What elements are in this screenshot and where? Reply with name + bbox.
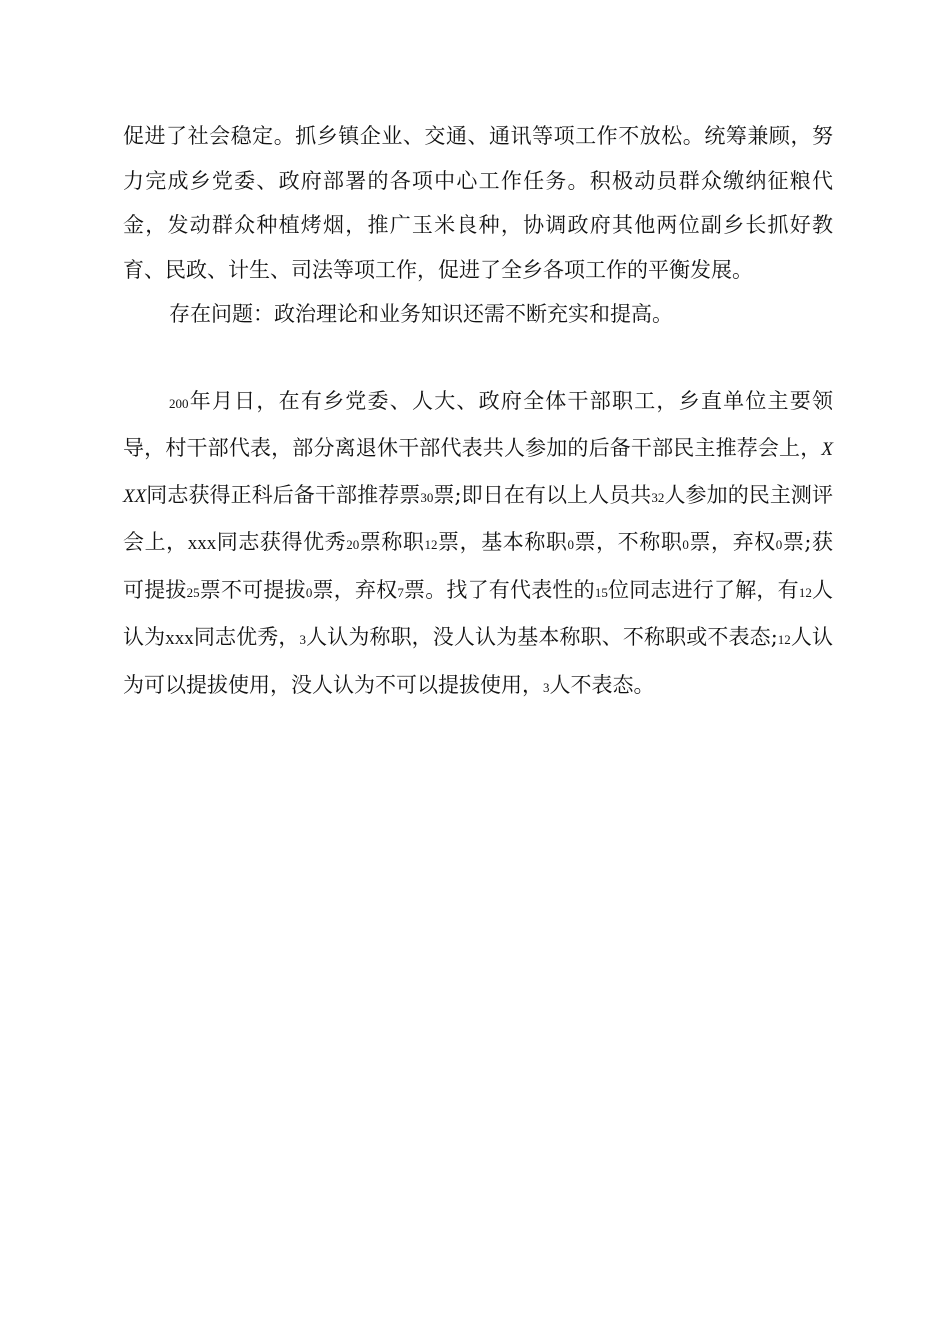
number-value: 30	[420, 489, 434, 505]
number-value: 0	[775, 537, 783, 552]
number-value: 3	[543, 679, 550, 695]
text-run: 同志获得正科后备干部推荐票	[146, 482, 421, 507]
text-run: 人认为称职，没人认为基本称职、不称职或不表态;	[305, 625, 778, 649]
number-value: 0	[305, 584, 313, 600]
number-value: 20	[346, 537, 360, 552]
number-value: 12	[798, 584, 812, 600]
text-run: 票，弃权	[312, 577, 398, 602]
name-run: XXX	[123, 439, 833, 507]
text-run: 人不表态。	[549, 672, 655, 697]
number-value: 200	[169, 395, 189, 411]
text-run: 票，不称职	[573, 530, 683, 554]
text-run: 票。找了有代表性的	[403, 577, 595, 602]
number-value: 7	[397, 584, 404, 600]
text-run: 票，弃权	[688, 530, 776, 554]
paragraph-recommendation-results	[123, 379, 833, 711]
text-run: 存在问题：政治理论和业务知识还需不断充实和提高。	[169, 302, 673, 326]
text-run: 人参加的民主测评会上，	[123, 482, 834, 554]
number-value: 0	[682, 537, 689, 552]
text-run: 年月日，在有乡党委、人大、政府全体干部职工，乡直单位主要领导，村干部代表，部分离退休干部代表共人参加的后备干部民主推荐会上，	[123, 388, 833, 460]
text-run: 人认为	[123, 577, 834, 649]
document-page	[123, 114, 833, 710]
number-value: 32	[651, 489, 665, 505]
text-run: 促进了社会稳定。抓乡镇企业、交通、通讯等项工作不放松。统筹兼顾，努力完成乡党委、政府部署的各项中心工作任务。积极动员群众缴纳征粮代金，发动群众种植烤烟，推广玉米良种，协调政府其他两位副乡长抓好教育、民政、计生、司法等项工作，促进了全乡各项工作的平衡发展。	[123, 124, 833, 282]
text-run: 同志获得优秀	[216, 530, 347, 554]
text-run: 票不可提拔	[199, 577, 306, 602]
name-run: xxx	[187, 533, 217, 554]
text-run: 同志优秀，	[193, 625, 300, 649]
number-value: 15	[594, 584, 608, 600]
text-run: 票，基本称职	[437, 530, 568, 554]
text-run: 票称职	[359, 530, 425, 554]
paragraph-existing-problems	[123, 292, 833, 337]
text-run: 人认为可以提拔使用，没人认为不可以提拔使用，	[123, 625, 834, 697]
number-value: 0	[567, 537, 574, 552]
number-value: 12	[424, 537, 438, 552]
text-run: 票;获可提拔	[123, 530, 834, 602]
paragraph-work-summary	[123, 114, 833, 292]
text-run: 票;即日在有以上人员共	[433, 482, 652, 507]
number-value: 12	[777, 632, 791, 647]
text-run: 位同志进行了解，有	[607, 577, 799, 602]
name-run: xxx	[165, 628, 194, 649]
number-value: 3	[299, 632, 306, 647]
number-value: 25	[186, 584, 200, 600]
